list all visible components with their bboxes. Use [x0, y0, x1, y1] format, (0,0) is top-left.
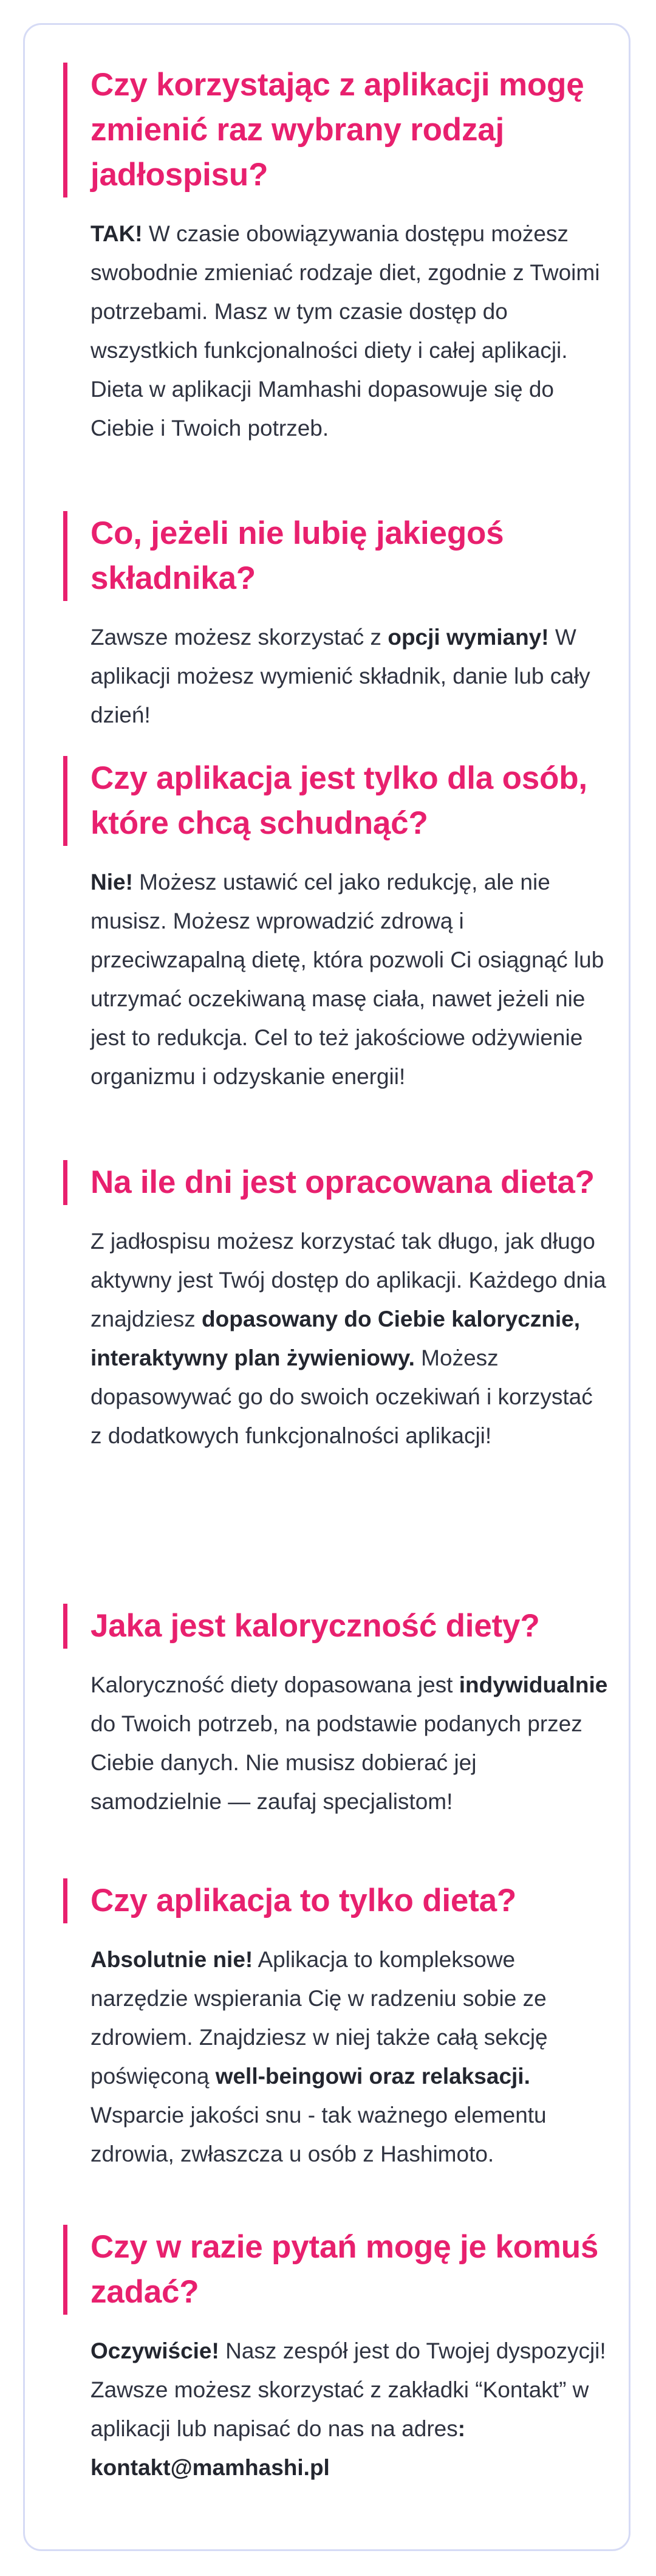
faq-answer — [63, 618, 610, 735]
contact-email: : kontakt@mamhashi.pl — [91, 2416, 466, 2480]
faq-question: Czy korzystając z aplikacji mogę zmienić raz wybrany rodzaj jadłospisu? — [63, 63, 610, 197]
faq-question: Czy aplikacja to tylko dieta? — [63, 1878, 610, 1923]
faq-answer-emphasis: dopasowany do Ciebie kalorycznie, interaktywny plan żywieniowy. — [91, 1307, 581, 1370]
faq-answer-emphasis: Oczywiście! — [91, 2338, 219, 2363]
faq-answer-text: Wsparcie jakości snu - tak ważnego elementu zdrowia, zwłaszcza u osób z Hashimoto. — [91, 2103, 547, 2166]
faq-answer — [63, 215, 610, 448]
faq-item — [63, 1878, 610, 2174]
faq-answer-text: Z jadłospisu możesz korzystać tak długo, jak długo aktywny jest Twój dostęp do aplikacji. Każdego dnia znajdziesz — [91, 1229, 606, 1331]
faq-card — [23, 23, 630, 2551]
faq-item — [63, 1604, 610, 1821]
faq-answer-text: W czasie obowiązywania dostępu możesz swobodnie zmieniać rodzaje diet, zgodnie z Twoimi potrzebami. Masz w tym czasie dostęp do wszystkich funkcjonalności diety i całej aplikacji. Dieta w aplikacji Mamhashi dopasowuje się do Ciebie i Twoich potrzeb. — [91, 221, 600, 441]
faq-answer-emphasis: opcji wymiany! — [388, 625, 549, 650]
faq-answer-emphasis: indywidualnie — [459, 1672, 608, 1697]
faq-answer-text: Aplikacja to kompleksowe narzędzie wspierania Cię w radzeniu sobie ze zdrowiem. Znajdziesz w niej także całą sekcję poświęconą — [91, 1947, 548, 2089]
faq-answer-text: Kaloryczność diety dopasowana jest — [91, 1672, 459, 1697]
faq-item — [63, 511, 610, 735]
faq-answer-emphasis: Nie! — [91, 870, 133, 895]
faq-answer-text: Zawsze możesz skorzystać z — [91, 625, 388, 650]
faq-answer — [63, 1940, 610, 2174]
faq-answer — [63, 1222, 610, 1455]
faq-item — [63, 2225, 610, 2487]
faq-question: Jaka jest kaloryczność diety? — [63, 1604, 610, 1649]
faq-answer-text: do Twoich potrzeb, na podstawie podanych przez Ciebie danych. Nie musisz dobierać jej samodzielnie — zaufaj specjalistom! — [91, 1711, 583, 1814]
faq-answer-emphasis: well-beingowi oraz relaksacji. — [215, 2064, 530, 2089]
faq-item — [63, 63, 610, 448]
faq-question: Co, jeżeli nie lubię jakiegoś składnika? — [63, 511, 610, 601]
faq-question: Czy aplikacja jest tylko dla osób, które chcą schudnąć? — [63, 756, 610, 846]
faq-answer-text: Możesz dopasowywać go do swoich oczekiwań i korzystać z dodatkowych funkcjonalności aplikacji! — [91, 1345, 593, 1448]
faq-answer-emphasis: Absolutnie nie! — [91, 1947, 253, 1972]
faq-question: Na ile dni jest opracowana dieta? — [63, 1160, 610, 1205]
faq-answer-text: Możesz ustawić cel jako redukcję, ale nie musisz. Możesz wprowadzić zdrową i przeciwzapalną dietę, która pozwoli Ci osiągnąć lub utrzymać oczekiwaną masę ciała, nawet jeżeli nie jest to redukcja. Cel to też jakościowe odżywienie organizmu i odzyskanie energii! — [91, 870, 604, 1089]
faq-answer-text: W aplikacji możesz wymienić składnik, danie lub cały dzień! — [91, 625, 590, 727]
faq-answer — [63, 2332, 610, 2487]
faq-item — [63, 1160, 610, 1455]
faq-answer-text: Nasz zespół jest do Twojej dyspozycji! Zawsze możesz skorzystać z zakładki “Kontakt” w aplikacji lub napisać do nas na adres — [91, 2338, 606, 2441]
faq-answer — [63, 1666, 610, 1821]
faq-answer — [63, 863, 610, 1096]
faq-question: Czy w razie pytań mogę je komuś zadać? — [63, 2225, 610, 2315]
faq-item — [63, 756, 610, 1096]
faq-answer-emphasis: TAK! — [91, 221, 143, 246]
